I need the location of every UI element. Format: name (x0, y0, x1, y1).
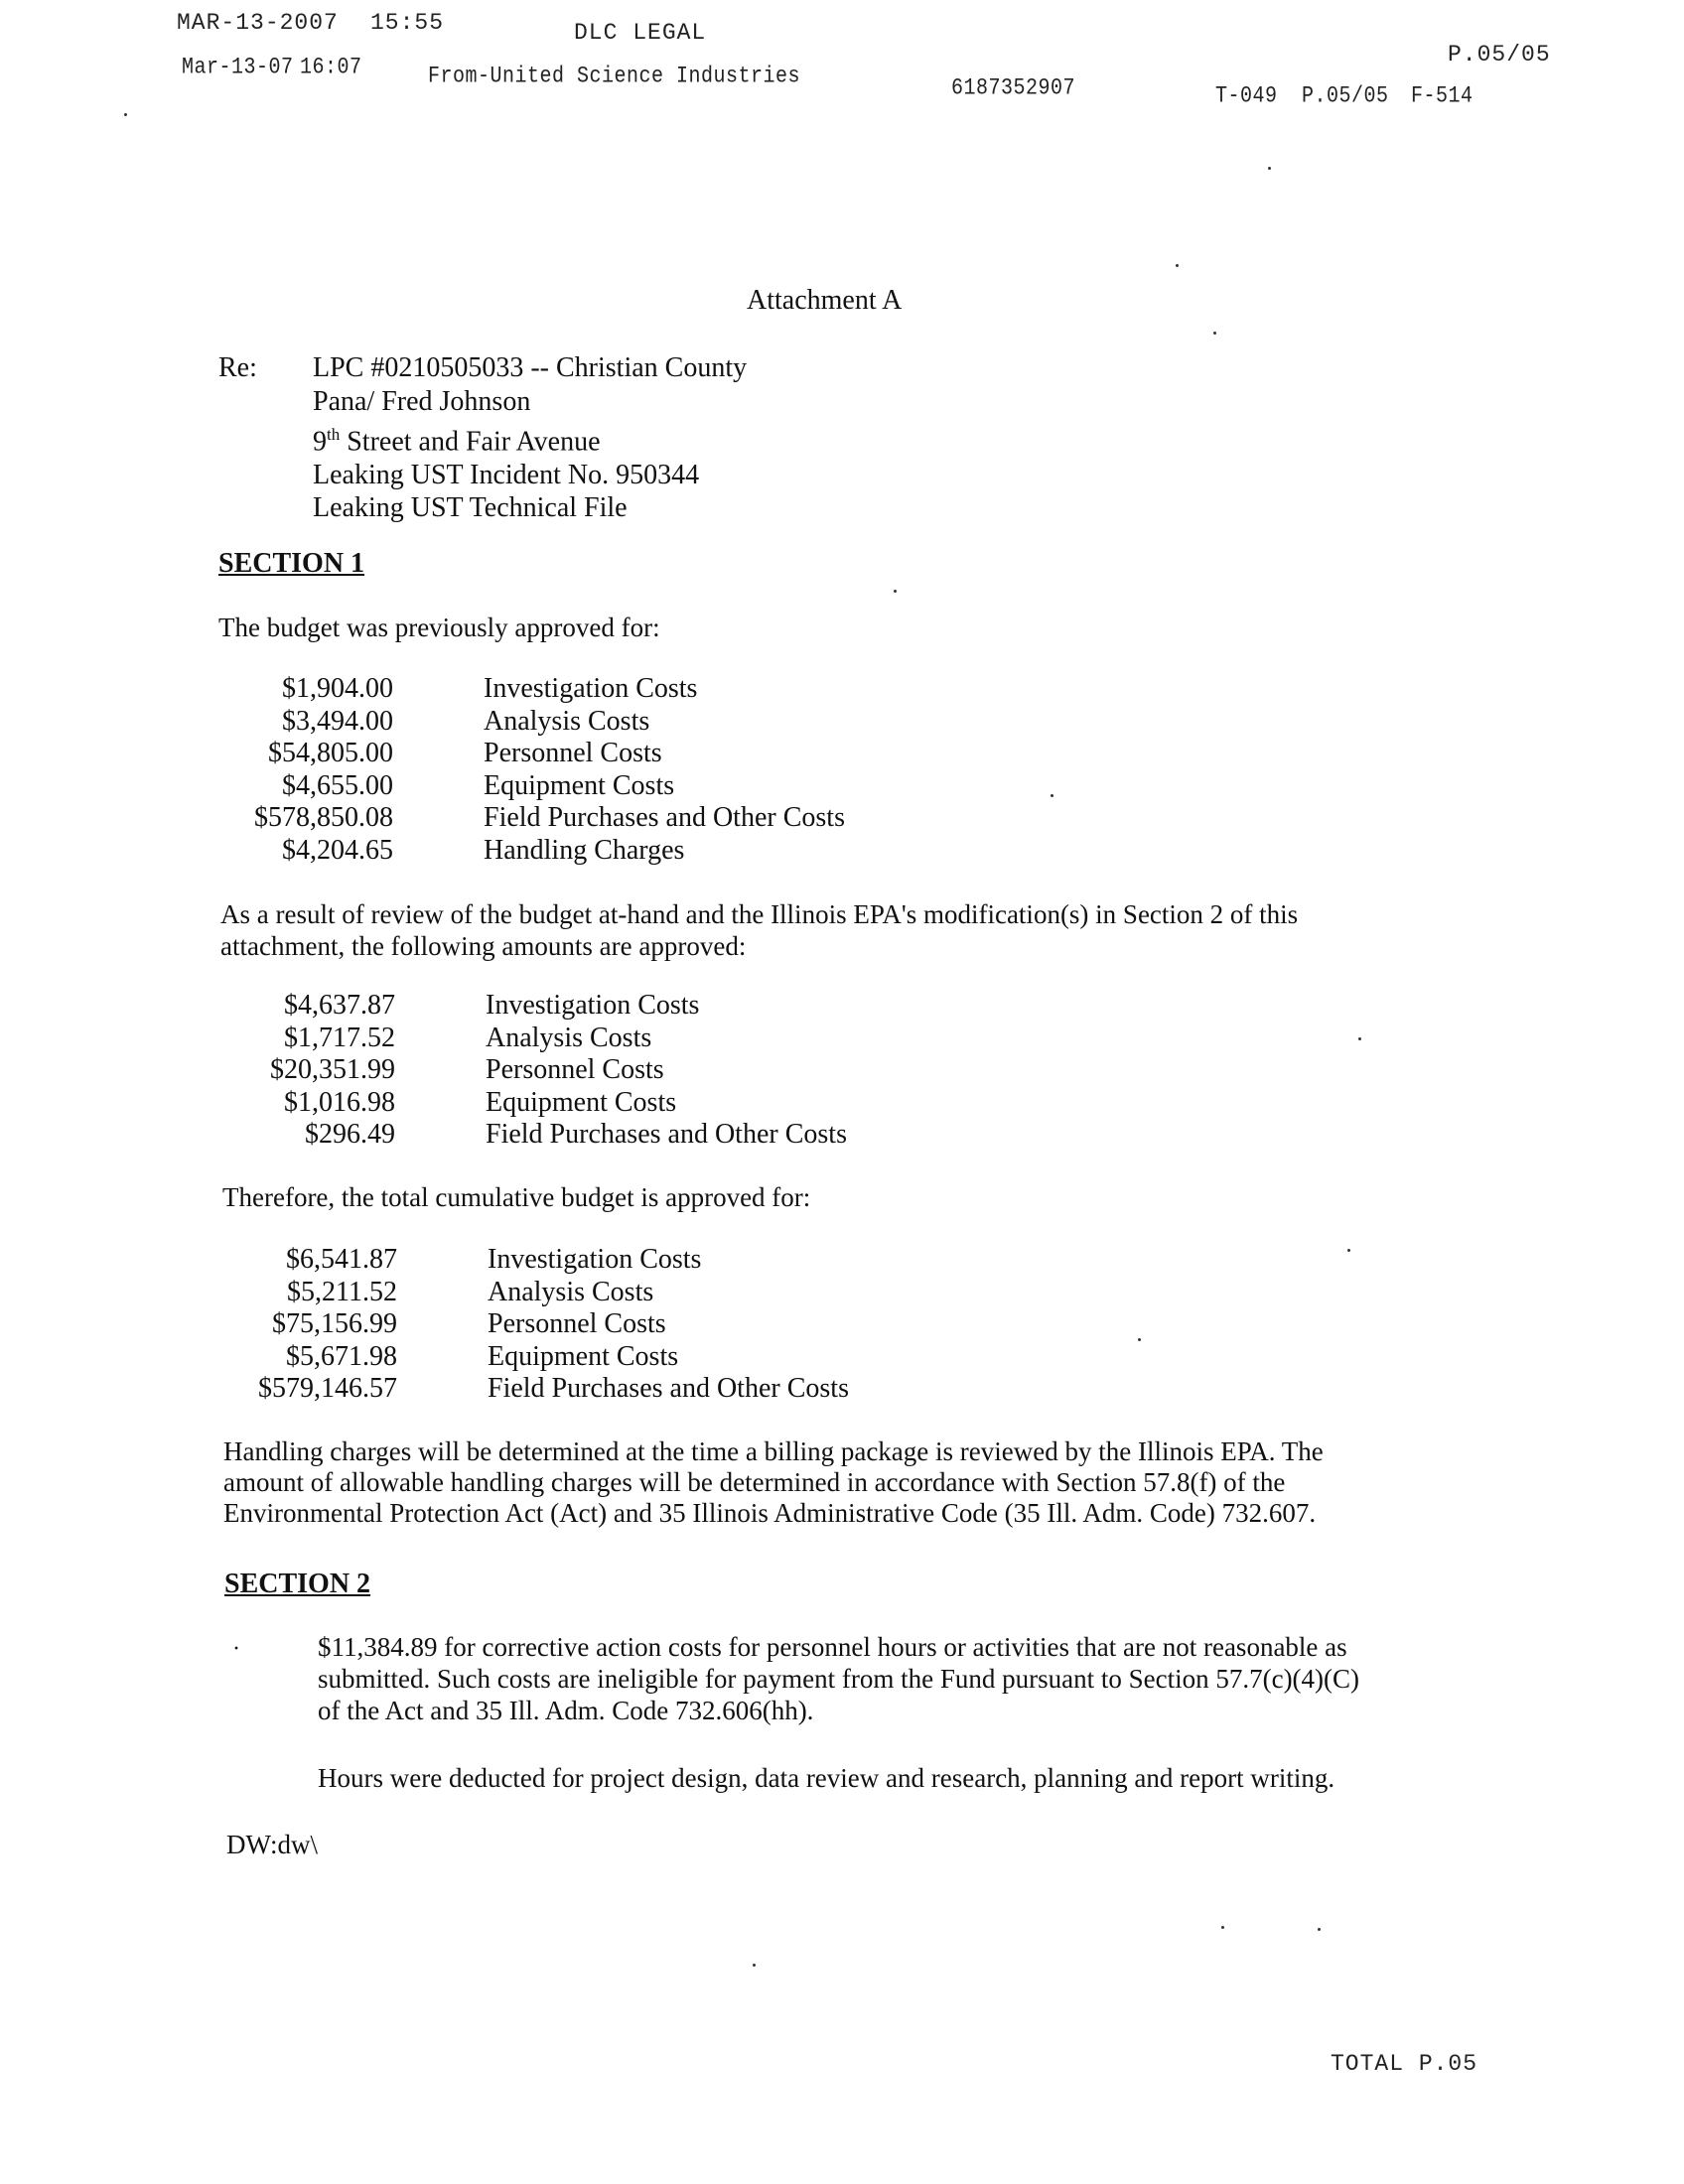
cost-amount: $3,494.00 (282, 705, 393, 737)
cost-amount: $1,717.52 (284, 1022, 395, 1053)
cost-amount: $5,671.98 (286, 1340, 397, 1372)
cost-amount: $579,146.57 (258, 1373, 397, 1404)
cost-amount: $75,156.99 (272, 1308, 397, 1339)
fax-page-top-right: P.05/05 (1448, 42, 1551, 68)
section1-intro: The budget was previously approved for: (218, 613, 660, 642)
approved-row (245, 1087, 847, 1120)
cost-amount: $6,541.87 (286, 1244, 397, 1275)
section1-heading: SECTION 1 (218, 548, 365, 579)
cost-amount: $1,016.98 (284, 1086, 395, 1118)
previously-approved-row (243, 706, 845, 739)
scan-speck (1318, 1928, 1321, 1931)
re-lines (313, 351, 747, 525)
previously-approved-row (243, 835, 845, 868)
previously-approved-row (243, 770, 845, 803)
cost-category: Equipment Costs (488, 1340, 679, 1372)
section2-heading: SECTION 2 (224, 1569, 371, 1599)
cost-amount: $54,805.00 (268, 738, 393, 768)
section2-note: Hours were deducted for project design, data review and research, planning and report writing. (318, 1763, 1335, 1793)
re-street-name: Street and Fair Avenue (347, 426, 601, 458)
fax-line2-f: F-514 (1411, 83, 1474, 110)
cumulative-row (247, 1341, 849, 1374)
fax-line2-from: From-United Science Industries (428, 64, 801, 90)
cost-category: Analysis Costs (488, 1276, 654, 1307)
approved-row (245, 1119, 847, 1152)
approved-table (245, 990, 847, 1152)
re-line-site: Pana/ Fred Johnson (313, 385, 531, 417)
cost-category: Investigation Costs (486, 990, 700, 1021)
cost-category: Analysis Costs (484, 705, 650, 737)
cost-category: Personnel Costs (488, 1308, 666, 1339)
handling-line3: Environmental Protection Act (Act) and 35 Illinois Administrative Code (35 Ill. Adm. Code) 732.607. (223, 1498, 1317, 1528)
fax-line2-time: 16:07 (300, 55, 362, 81)
scan-speck (1347, 1249, 1350, 1252)
fax-header-time: 15:55 (370, 10, 445, 36)
cost-category: Investigation Costs (488, 1244, 702, 1275)
cumulative-intro: Therefore, the total cumulative budget is approved for: (222, 1182, 811, 1212)
previously-approved-row (243, 673, 845, 706)
footer-total-pages: TOTAL P.05 (1331, 2051, 1478, 2077)
fax-line2-t: T-049 (1215, 83, 1278, 110)
scan-speck (1221, 1926, 1224, 1929)
re-line-lpc: LPC #0210505033 -- Christian County (313, 352, 748, 383)
re-line-incident: Leaking UST Incident No. 950344 (313, 459, 700, 490)
handling-line1: Handling charges will be determined at the time a billing package is reviewed by the Illinois EPA. The (223, 1436, 1324, 1466)
cost-amount: $1,904.00 (282, 673, 393, 704)
handling-line2: amount of allowable handling charges will be determined in accordance with Section 57.8(f) of the (223, 1467, 1286, 1497)
approved-row (245, 1054, 847, 1087)
scan-speck (1051, 794, 1053, 797)
section2-item-line2: submitted. Such costs are ineligible for payment from the Fund pursuant to Section 57.7(c)(4)(C) (318, 1664, 1360, 1694)
scan-speck (124, 113, 127, 116)
review-text-line1: As a result of review of the budget at-hand and the Illinois EPA's modification(s) in Section 2 of this (220, 899, 1299, 929)
scan-speck (753, 1964, 756, 1967)
bullet-dot: · (232, 1636, 240, 1662)
approved-row (245, 1023, 847, 1055)
re-street-suffix: th (327, 425, 341, 444)
cost-amount: $20,351.99 (270, 1054, 395, 1085)
scan-speck (1268, 167, 1271, 170)
previously-approved-row (243, 738, 845, 770)
scan-speck (1358, 1037, 1361, 1040)
cost-category: Personnel Costs (484, 738, 662, 768)
cost-category: Analysis Costs (486, 1022, 652, 1053)
initials: DW:dw\ (226, 1830, 318, 1859)
cost-category: Investigation Costs (484, 673, 698, 704)
scan-speck (894, 590, 897, 593)
re-street-number: 9 (313, 426, 327, 458)
fax-line2-date: Mar-13-07 (182, 55, 294, 81)
re-line-address (313, 418, 747, 459)
previously-approved-table (243, 673, 845, 867)
scan-speck (1138, 1338, 1141, 1341)
approved-row (245, 990, 847, 1023)
page-title: Attachment A (747, 285, 903, 316)
re-line-file: Leaking UST Technical File (313, 492, 628, 524)
cumulative-row (247, 1373, 849, 1406)
fax-line2-phone: 6187352907 (951, 75, 1076, 102)
cost-amount: $4,655.00 (282, 769, 393, 801)
cost-category: Equipment Costs (486, 1086, 677, 1118)
cost-category: Field Purchases and Other Costs (484, 802, 845, 833)
cumulative-table (247, 1244, 849, 1406)
fax-header-date: MAR-13-2007 (177, 10, 339, 36)
cost-category: Handling Charges (484, 834, 685, 866)
cumulative-row (247, 1277, 849, 1309)
re-label: Re: (218, 352, 257, 383)
cost-category: Field Purchases and Other Costs (488, 1373, 849, 1404)
cost-category: Field Purchases and Other Costs (486, 1119, 847, 1150)
section2-item-line3: of the Act and 35 Ill. Adm. Code 732.606(hh). (318, 1696, 814, 1725)
fax-line2-page: P.05/05 (1302, 83, 1389, 110)
cost-amount: $5,211.52 (287, 1276, 397, 1307)
cost-amount: $578,850.08 (254, 802, 393, 833)
cost-amount: $296.49 (305, 1119, 395, 1150)
cost-amount: $4,637.87 (284, 990, 395, 1021)
cost-category: Personnel Costs (486, 1054, 664, 1085)
review-text-line2: attachment, the following amounts are approved: (220, 931, 747, 961)
scan-speck (1213, 332, 1216, 335)
scan-speck (1176, 264, 1179, 267)
cost-amount: $4,204.65 (282, 834, 393, 866)
previously-approved-row (243, 802, 845, 835)
cost-category: Equipment Costs (484, 769, 675, 801)
cumulative-row (247, 1308, 849, 1341)
cumulative-row (247, 1244, 849, 1277)
section2-item-line1: $11,384.89 for corrective action costs for personnel hours or activities that are not reasonable as (318, 1632, 1347, 1662)
fax-header-sender: DLC LEGAL (574, 20, 707, 46)
